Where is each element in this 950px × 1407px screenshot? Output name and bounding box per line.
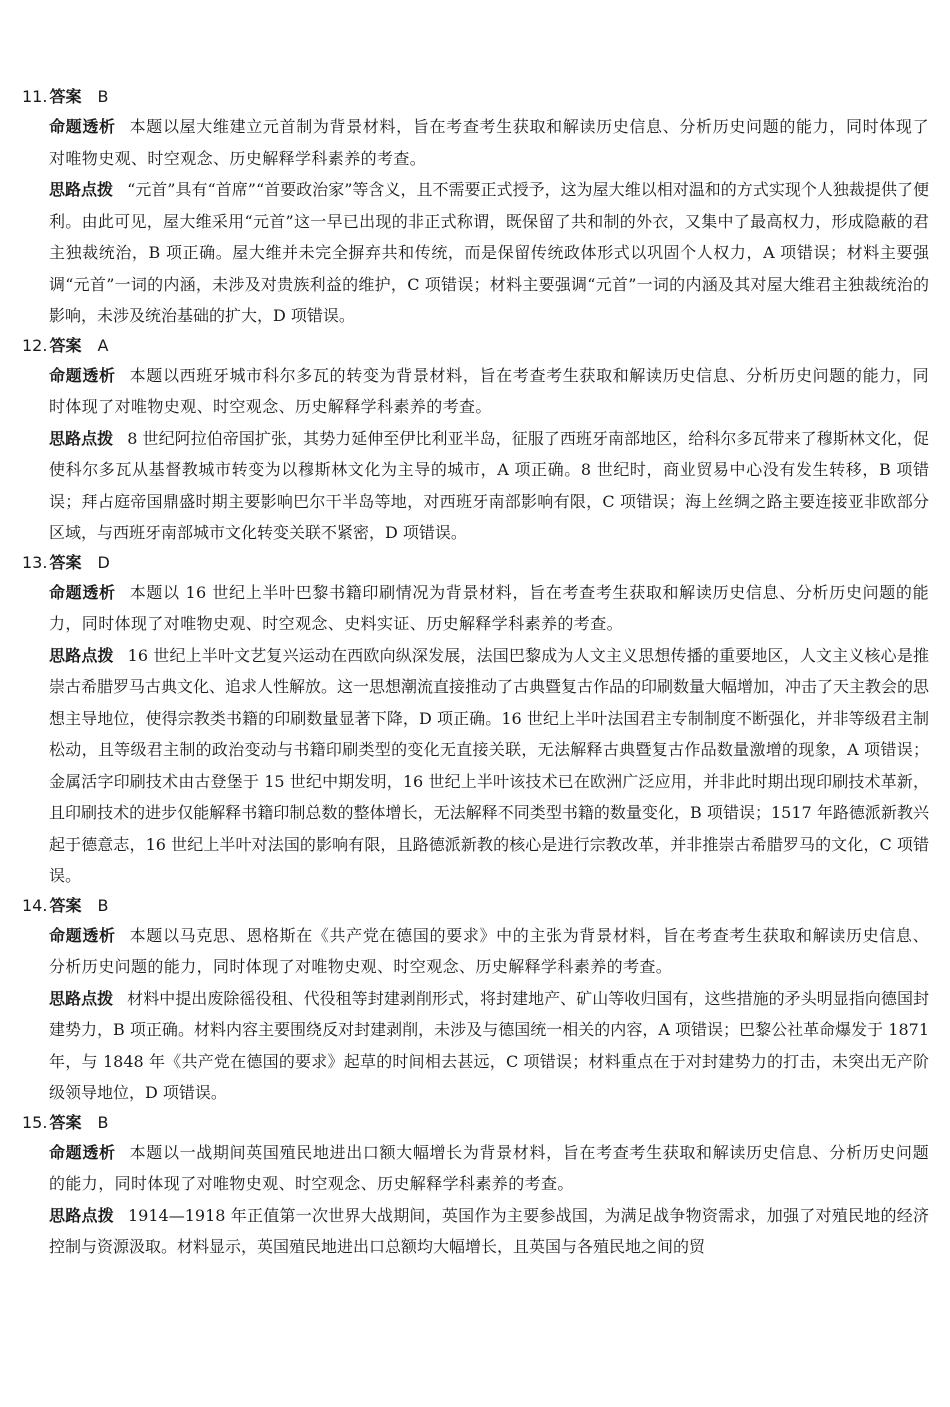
insight-paragraph <box>49 920 929 983</box>
analysis-paragraph <box>49 1200 929 1263</box>
answer-label: 答案 <box>49 895 82 915</box>
insight-text: 本题以马克思、恩格斯在《共产党在德国的要求》中的主张为背景材料，旨在考查考生获取和解读历史信息、分析历史问题的能力，同时体现了对唯物史观、时空观念、历史解释学科素养的考查。 <box>49 925 929 976</box>
insight-paragraph <box>49 1137 929 1200</box>
analysis-paragraph <box>49 640 929 892</box>
answer-label: 答案 <box>49 552 82 572</box>
insight-paragraph <box>49 577 929 640</box>
insight-label: 命题透析 <box>49 117 116 136</box>
question-header <box>22 1109 928 1137</box>
analysis-text: 16 世纪上半叶文艺复兴运动在西欧向纵深发展，法国巴黎成为人文主义思想传播的重要地区，人文主义核心是推崇古希腊罗马古典文化、追求人性解放。这一思想潮流直接推动了古典暨复古作品的印刷数量大幅增加，冲击了天主教会的思想主导地位，使得宗教类书籍的印刷数量显著下降，D 项正确。16 世纪上半叶法国君主专制制度不断强化，并非等级君主制松动，且等级君主制的政治变动与书籍印刷类型的变化无直接关联，无法解释古典暨复古作品数量激增的现象，A 项错误；金属活字印刷技术由古登堡于 15 世纪中期发明，16 世纪上半叶该技术已在欧洲广泛应用，并非此时期出现印刷技术革新，且印刷技术的进步仅能解释书籍印制总数的整体增长，无法解释不同类型书籍的数量变化，B 项错误；1517 年路德派新教兴起于德意志，16 世纪上半叶对法国的影响有限，且路德派新教的核心是进行宗教改革，并非推崇古希腊罗马的文化，C 项错误。 <box>49 645 930 885</box>
analysis-paragraph <box>49 983 929 1109</box>
question-number: 12. <box>22 335 48 355</box>
question-11 <box>22 83 928 332</box>
insight-paragraph <box>49 360 929 423</box>
insight-label: 命题透析 <box>49 582 116 602</box>
analysis-text: “元首”具有“首席”“首要政治家”等含义，且不需要正式授予，这为屋大维以相对温和的方式实现个人独裁提供了便利。由此可见，屋大维采用“元首”这一早已出现的非正式称谓，既保留了共和制的外衣，又集中了最高权力，形成隐蔽的君主独裁统治，B 项正确。屋大维并未完全摒弃共和传统，而是保留传统政体形式以巩固个人权力，A 项错误；材料主要强调“元首”一词的内涵，未涉及对贵族利益的维护，C 项错误；材料主要强调“元首”一词的内涵及其对屋大维君主独裁统治的影响，未涉及统治基础的扩大，D 项错误。 <box>49 180 929 325</box>
answer-label: 答案 <box>49 335 82 355</box>
insight-label: 命题透析 <box>49 1142 116 1162</box>
question-header <box>22 83 928 111</box>
answer-value: B <box>97 895 109 915</box>
analysis-paragraph <box>49 174 929 332</box>
insight-paragraph <box>49 111 929 174</box>
answer-label: 答案 <box>49 87 82 106</box>
analysis-text: 材料中提出废除徭役租、代役租等封建剥削形式，将封建地产、矿山等收归国有，这些措施的矛头明显指向德国封建势力，B 项正确。材料内容主要围绕反对封建剥削，未涉及与德国统一相关的内容，A 项错误；巴黎公社革命爆发于 1871 年，与 1848 年《共产党在德国的要求》起草的时间相去甚远，C 项错误；材料重点在于对封建势力的打击，未突出无产阶级领导地位，D 项错误。 <box>49 988 929 1102</box>
insight-label: 命题透析 <box>49 365 116 385</box>
answer-value: B <box>97 87 109 106</box>
question-number: 15. <box>22 1112 48 1132</box>
analysis-label: 思路点拨 <box>49 988 114 1008</box>
analysis-text: 8 世纪阿拉伯帝国扩张，其势力延伸至伊比利亚半岛，征服了西班牙南部地区，给科尔多瓦带来了穆斯林文化，促使科尔多瓦从基督教城市转变为以穆斯林文化为主导的城市，A 项正确。8 世纪时，商业贸易中心没有发生转移，B 项错误；拜占庭帝国鼎盛时期主要影响巴尔干半岛等地，对西班牙南部影响有限，C 项错误；海上丝绸之路主要连接亚非欧部分区域，与西班牙南部城市文化转变关联不紧密，D 项错误。 <box>49 428 929 542</box>
analysis-label: 思路点拨 <box>49 428 114 448</box>
question-14 <box>22 892 928 1109</box>
analysis-paragraph <box>49 423 929 549</box>
answer-label: 答案 <box>49 1112 82 1132</box>
question-header <box>22 332 928 360</box>
question-13 <box>22 549 928 892</box>
insight-text: 本题以一战期间英国殖民地进出口额大幅增长为背景材料，旨在考查考生获取和解读历史信息、分析历史问题的能力，同时体现了对唯物史观、时空观念、历史解释学科素养的考查。 <box>49 1142 929 1193</box>
question-header <box>22 892 928 920</box>
question-number: 11. <box>22 87 48 106</box>
insight-text: 本题以 16 世纪上半叶巴黎书籍印刷情况为背景材料，旨在考查考生获取和解读历史信息、分析历史问题的能力，同时体现了对唯物史观、时空观念、史料实证、历史解释学科素养的考查。 <box>49 582 929 633</box>
analysis-label: 思路点拨 <box>49 180 114 199</box>
insight-text: 本题以屋大维建立元首制为背景材料，旨在考查考生获取和解读历史信息、分析历史问题的能力，同时体现了对唯物史观、时空观念、历史解释学科素养的考查。 <box>49 117 929 168</box>
question-number: 14. <box>22 895 48 915</box>
answer-value: D <box>97 552 110 572</box>
insight-label: 命题透析 <box>49 925 116 945</box>
insight-text: 本题以西班牙城市科尔多瓦的转变为背景材料，旨在考查考生获取和解读历史信息、分析历史问题的能力，同时体现了对唯物史观、时空观念、历史解释学科素养的考查。 <box>49 365 929 416</box>
analysis-label: 思路点拨 <box>49 1205 114 1225</box>
analysis-label: 思路点拨 <box>49 645 114 665</box>
question-12 <box>22 332 928 549</box>
answer-value: B <box>97 1112 109 1132</box>
answer-value: A <box>97 335 109 355</box>
question-number: 13. <box>22 552 48 572</box>
question-15 <box>22 1109 928 1263</box>
analysis-text: 1914—1918 年正值第一次世界大战期间，英国作为主要参战国，为满足战争物资需求，加强了对殖民地的经济控制与资源汲取。材料显示，英国殖民地进出口总额均大幅增长，且英国与各殖民地之间的贸 <box>49 1205 929 1256</box>
question-header <box>22 549 928 577</box>
